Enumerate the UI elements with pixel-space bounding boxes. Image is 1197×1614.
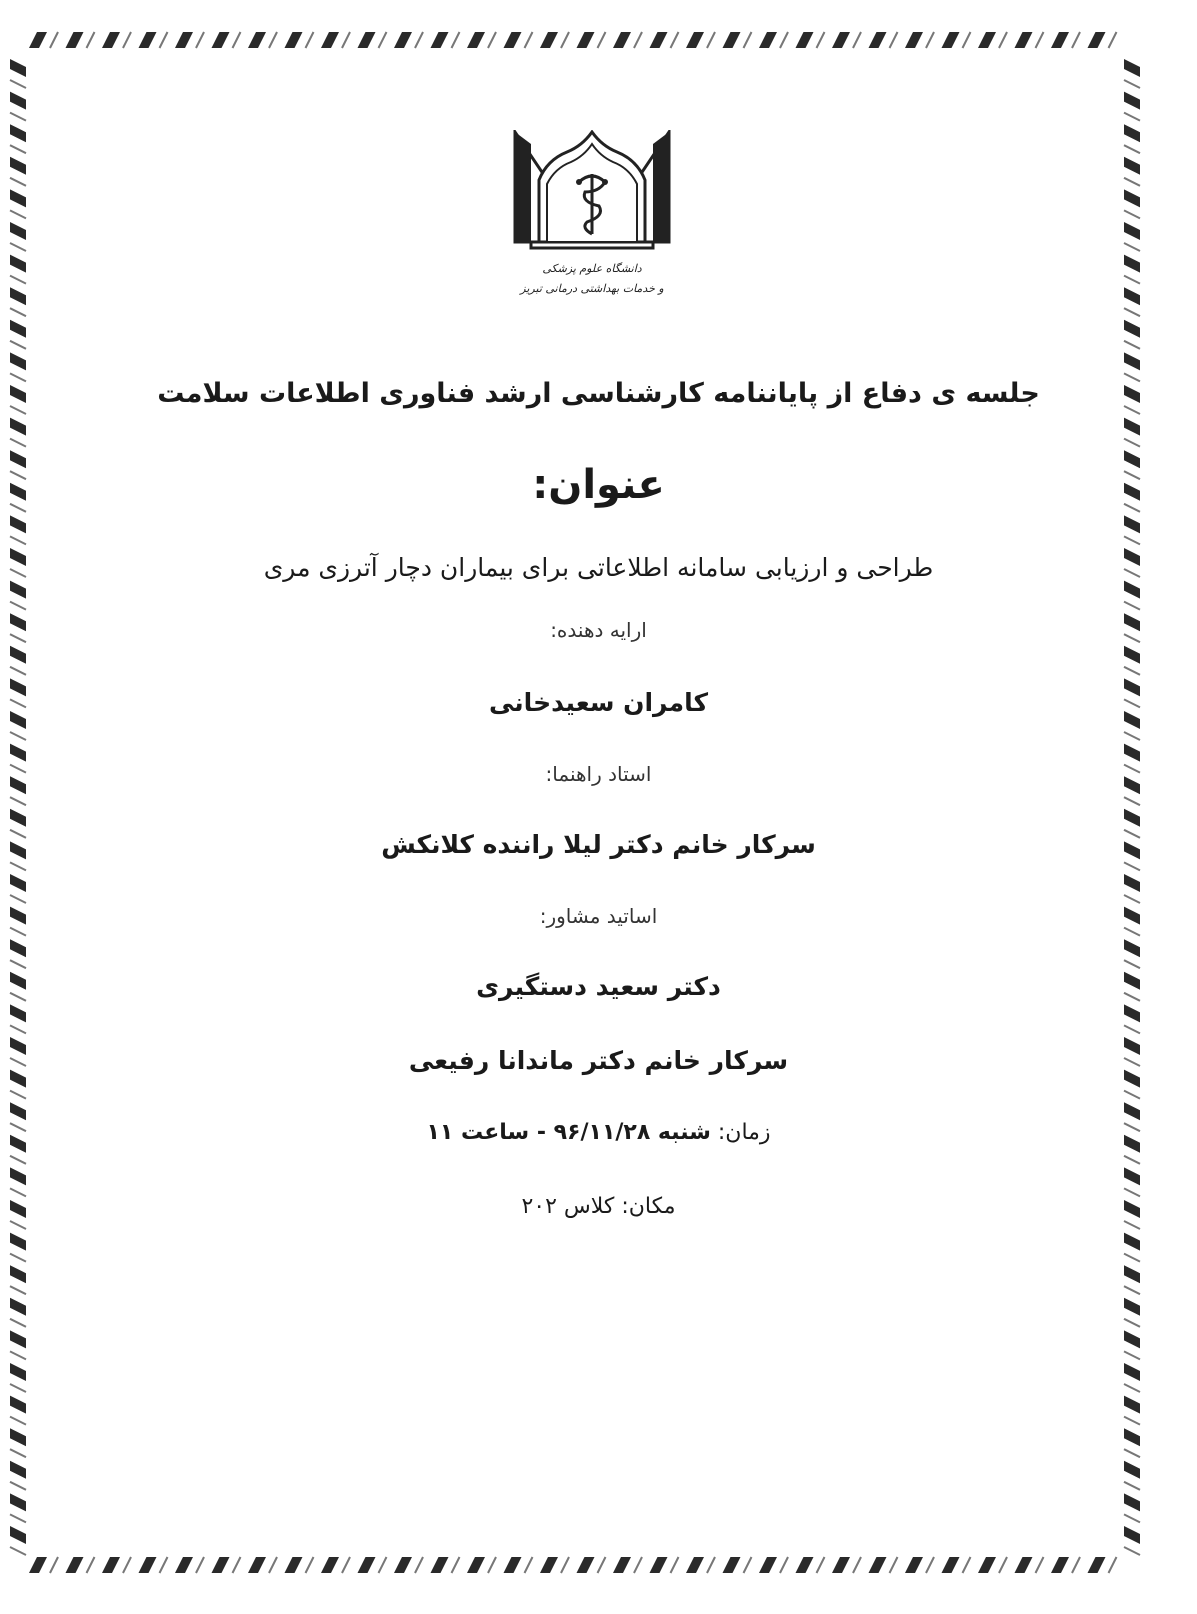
border-ornament <box>10 1265 26 1283</box>
border-ornament <box>978 32 996 48</box>
thesis-title: طراحی و ارزیابی سامانه اطلاعاتی برای بیماران دچار آترزی مری <box>263 553 934 582</box>
border-ornament <box>10 1461 26 1479</box>
border-hatch <box>1124 1482 1140 1490</box>
border-ornament <box>723 32 741 48</box>
border-hatch <box>10 1091 26 1099</box>
border-hatch <box>196 32 204 48</box>
border-ornament <box>431 32 449 48</box>
border-hatch <box>10 699 26 707</box>
border-ornament <box>66 1557 84 1573</box>
border-hatch <box>1124 732 1140 740</box>
border-hatch <box>10 1319 26 1327</box>
border-ornament <box>869 1557 887 1573</box>
border-hatch <box>1124 1514 1140 1522</box>
border-ornament <box>102 32 120 48</box>
border-hatch <box>10 960 26 968</box>
border-hatch <box>1124 1025 1140 1033</box>
border-hatch <box>10 667 26 675</box>
border-ornament <box>1124 1265 1140 1283</box>
border-ornament <box>1124 1167 1140 1185</box>
border-ornament <box>1124 744 1140 762</box>
border-hatch <box>963 32 971 48</box>
border-hatch <box>1124 667 1140 675</box>
border-ornament <box>1124 189 1140 207</box>
border-hatch <box>817 1557 825 1573</box>
border-ornament <box>613 32 631 48</box>
border-ornament <box>10 352 26 370</box>
border-ornament <box>1124 874 1140 892</box>
border-ornament <box>10 515 26 533</box>
border-hatch <box>452 32 460 48</box>
border-hatch <box>10 895 26 903</box>
border-hatch <box>1124 178 1140 186</box>
border-hatch <box>598 32 606 48</box>
border-hatch <box>10 1254 26 1262</box>
border-ornament <box>759 32 777 48</box>
border-hatch <box>999 32 1007 48</box>
border-hatch <box>1124 602 1140 610</box>
border-ornament <box>1124 1330 1140 1348</box>
border-hatch <box>1124 276 1140 284</box>
border-ornament <box>10 613 26 631</box>
border-hatch <box>488 1557 496 1573</box>
border-ornament <box>796 32 814 48</box>
border-ornament <box>394 1557 412 1573</box>
border-hatch <box>10 1123 26 1131</box>
border-hatch <box>10 928 26 936</box>
border-hatch <box>10 210 26 218</box>
border-hatch <box>415 32 423 48</box>
border-hatch <box>1124 928 1140 936</box>
border-hatch <box>10 1351 26 1359</box>
border-hatch <box>1124 80 1140 88</box>
presenter-name: کامران سعیدخانی <box>489 688 708 717</box>
border-hatch <box>1124 1547 1140 1555</box>
border-hatch <box>1124 862 1140 870</box>
border-ornament <box>394 32 412 48</box>
border-ornament <box>905 1557 923 1573</box>
border-ornament <box>1124 1526 1140 1544</box>
border-ornament <box>10 287 26 305</box>
border-ornament <box>1124 287 1140 305</box>
border-hatch <box>10 862 26 870</box>
border-hatch <box>1124 895 1140 903</box>
border-ornament <box>10 1004 26 1022</box>
border-hatch <box>1124 1351 1140 1359</box>
border-hatch <box>1124 797 1140 805</box>
border-hatch <box>10 504 26 512</box>
border-ornament <box>1124 1102 1140 1120</box>
session-place <box>60 1194 1137 1219</box>
border-ornament <box>1124 1396 1140 1414</box>
border-ornament <box>832 1557 850 1573</box>
border-ornament <box>431 1557 449 1573</box>
border-ornament <box>10 1363 26 1381</box>
border-hatch <box>1124 1384 1140 1392</box>
border-ornament <box>10 1135 26 1153</box>
border-hatch <box>1124 1319 1140 1327</box>
border-hatch <box>817 32 825 48</box>
border-ornament <box>650 32 668 48</box>
border-hatch <box>10 471 26 479</box>
border-hatch <box>744 32 752 48</box>
border-hatch <box>525 32 533 48</box>
border-ornament <box>139 32 157 48</box>
border-hatch <box>10 276 26 284</box>
border-ornament <box>1124 1298 1140 1316</box>
border-ornament <box>1124 320 1140 338</box>
border-hatch <box>452 1557 460 1573</box>
border-ornament <box>285 1557 303 1573</box>
border-hatch <box>10 569 26 577</box>
border-ornament <box>1124 1233 1140 1251</box>
border-hatch <box>671 1557 679 1573</box>
border-hatch <box>999 1557 1007 1573</box>
border-hatch <box>379 32 387 48</box>
border-ornament <box>248 32 266 48</box>
border-ornament <box>285 32 303 48</box>
border-hatch <box>1124 210 1140 218</box>
border-hatch <box>1124 1449 1140 1457</box>
border-ornament <box>10 939 26 957</box>
border-hatch <box>1124 1417 1140 1425</box>
border-hatch <box>1124 1091 1140 1099</box>
border-ornament <box>1124 124 1140 142</box>
border-hatch <box>1109 1557 1117 1573</box>
border-hatch <box>561 1557 569 1573</box>
border-ornament <box>10 1396 26 1414</box>
session-time <box>60 1120 1137 1145</box>
border-hatch <box>1072 32 1080 48</box>
border-hatch <box>1124 960 1140 968</box>
border-hatch <box>10 341 26 349</box>
border-ornament <box>577 1557 595 1573</box>
border-hatch <box>50 1557 58 1573</box>
border-ornament <box>1088 32 1106 48</box>
border-hatch <box>1124 243 1140 251</box>
border-ornament <box>1124 59 1140 77</box>
border-ornament <box>942 1557 960 1573</box>
border-ornament <box>1124 352 1140 370</box>
border-ornament <box>650 1557 668 1573</box>
border-hatch <box>10 1025 26 1033</box>
border-hatch <box>10 993 26 1001</box>
border-hatch <box>196 1557 204 1573</box>
border-hatch <box>233 32 241 48</box>
border-hatch <box>890 1557 898 1573</box>
defense-session-heading: جلسه ی دفاع از پایاننامه کارشناسی ارشد فناوری اطلاعات سلامت <box>157 378 1040 409</box>
border-ornament <box>10 1233 26 1251</box>
border-ornament <box>10 809 26 827</box>
logo-caption-line2: و خدمات بهداشتی درمانی تبریز <box>520 282 664 295</box>
border-ornament <box>1124 1493 1140 1511</box>
border-hatch <box>10 1417 26 1425</box>
border-hatch <box>1124 536 1140 544</box>
border-ornament <box>212 1557 230 1573</box>
advisor-2-name: سرکار خانم دکتر ماندانا رفیعی <box>408 1046 789 1075</box>
border-hatch <box>10 243 26 251</box>
border-ornament <box>10 483 26 501</box>
border-ornament <box>248 1557 266 1573</box>
border-hatch <box>10 536 26 544</box>
border-ornament <box>869 32 887 48</box>
border-ornament <box>1124 939 1140 957</box>
border-hatch <box>10 634 26 642</box>
border-hatch <box>10 1221 26 1229</box>
border-ornament <box>358 32 376 48</box>
supervisor-label: استاد راهنما: <box>545 762 652 786</box>
border-hatch <box>525 1557 533 1573</box>
border-hatch <box>634 1557 642 1573</box>
border-hatch <box>10 1156 26 1164</box>
border-hatch <box>926 32 934 48</box>
supervisor-name: سرکار خانم دکتر لیلا راننده کلانکش <box>381 830 816 859</box>
border-hatch <box>1124 1221 1140 1229</box>
border-ornament <box>102 1557 120 1573</box>
border-ornament <box>10 157 26 175</box>
border-ornament <box>10 1070 26 1088</box>
border-ornament <box>10 189 26 207</box>
border-hatch <box>10 178 26 186</box>
time-value: شنبه ۹۶/۱۱/۲۸ - ساعت ۱۱ <box>426 1120 711 1145</box>
border-ornament <box>796 1557 814 1573</box>
border-hatch <box>1124 341 1140 349</box>
border-ornament <box>10 678 26 696</box>
time-label: زمان: <box>717 1120 771 1145</box>
border-ornament <box>504 1557 522 1573</box>
border-hatch <box>10 797 26 805</box>
border-ornament <box>10 320 26 338</box>
border-ornament <box>1124 1461 1140 1479</box>
border-hatch <box>1072 1557 1080 1573</box>
border-ornament <box>10 450 26 468</box>
border-ornament <box>540 32 558 48</box>
border-hatch <box>1124 1254 1140 1262</box>
border-hatch <box>233 1557 241 1573</box>
border-ornament <box>10 1493 26 1511</box>
border-ornament <box>321 32 339 48</box>
border-hatch <box>10 373 26 381</box>
advisors-label: اساتید مشاور: <box>539 904 658 928</box>
border-hatch <box>853 32 861 48</box>
border-ornament <box>1051 32 1069 48</box>
border-ornament <box>10 1298 26 1316</box>
border-hatch <box>853 1557 861 1573</box>
border-hatch <box>488 32 496 48</box>
border-hatch <box>10 308 26 316</box>
university-emblem-icon <box>507 130 677 305</box>
border-ornament <box>10 646 26 664</box>
border-ornament <box>212 32 230 48</box>
border-ornament <box>10 548 26 566</box>
border-hatch <box>10 80 26 88</box>
border-hatch <box>10 1514 26 1522</box>
border-hatch <box>780 1557 788 1573</box>
border-hatch <box>379 1557 387 1573</box>
border-ornament <box>10 92 26 110</box>
border-ornament <box>10 1428 26 1446</box>
border-ornament <box>10 1167 26 1185</box>
border-ornament <box>467 1557 485 1573</box>
border-hatch <box>87 32 95 48</box>
border-ornament <box>139 1557 157 1573</box>
border-ornament <box>832 32 850 48</box>
border-ornament <box>1088 1557 1106 1573</box>
border-ornament <box>1124 809 1140 827</box>
border-hatch <box>1109 32 1117 48</box>
border-hatch <box>123 32 131 48</box>
border-hatch <box>269 1557 277 1573</box>
border-hatch <box>963 1557 971 1573</box>
border-hatch <box>1124 113 1140 121</box>
border-ornament <box>1124 646 1140 664</box>
border-ornament <box>175 32 193 48</box>
border-hatch <box>10 1547 26 1555</box>
border-ornament <box>10 1037 26 1055</box>
border-ornament <box>10 776 26 794</box>
border-ornament <box>759 1557 777 1573</box>
border-ornament <box>10 385 26 403</box>
border-hatch <box>10 1482 26 1490</box>
border-ornament <box>10 1102 26 1120</box>
border-hatch <box>634 32 642 48</box>
border-hatch <box>342 32 350 48</box>
border-hatch <box>160 32 168 48</box>
border-ornament <box>10 255 26 273</box>
border-ornament <box>1124 1428 1140 1446</box>
border-ornament <box>358 1557 376 1573</box>
place-label: مکان: <box>621 1194 676 1219</box>
border-hatch <box>10 1384 26 1392</box>
advisor-1-name: دکتر سعید دستگیری <box>476 972 721 1001</box>
border-hatch <box>10 406 26 414</box>
border-ornament <box>10 907 26 925</box>
border-hatch <box>780 32 788 48</box>
border-ornament <box>10 972 26 990</box>
border-ornament <box>978 1557 996 1573</box>
border-ornament <box>613 1557 631 1573</box>
border-ornament <box>577 32 595 48</box>
border-ornament <box>10 59 26 77</box>
border-hatch <box>707 1557 715 1573</box>
border-hatch <box>10 1449 26 1457</box>
border-hatch <box>1124 308 1140 316</box>
border-ornament <box>1124 418 1140 436</box>
border-ornament <box>905 32 923 48</box>
border-ornament <box>10 1330 26 1348</box>
border-ornament <box>10 1200 26 1218</box>
border-hatch <box>10 1286 26 1294</box>
place-value: کلاس ۲۰۲ <box>521 1194 615 1219</box>
border-hatch <box>671 32 679 48</box>
border-hatch <box>10 602 26 610</box>
border-ornament <box>1015 1557 1033 1573</box>
border-ornament <box>10 711 26 729</box>
border-hatch <box>926 1557 934 1573</box>
border-ornament <box>1124 222 1140 240</box>
border-ornament <box>10 841 26 859</box>
border-ornament <box>1124 515 1140 533</box>
border-hatch <box>744 1557 752 1573</box>
border-ornament <box>10 222 26 240</box>
border-ornament <box>1124 1363 1140 1381</box>
border-ornament <box>321 1557 339 1573</box>
border-hatch <box>10 1058 26 1066</box>
border-hatch <box>10 765 26 773</box>
border-ornament <box>10 418 26 436</box>
border-hatch <box>598 1557 606 1573</box>
border-hatch <box>10 1188 26 1196</box>
border-ornament <box>175 1557 193 1573</box>
border-hatch <box>10 732 26 740</box>
border-hatch <box>561 32 569 48</box>
border-ornament <box>723 1557 741 1573</box>
border-hatch <box>123 1557 131 1573</box>
border-hatch <box>890 32 898 48</box>
title-label: عنوان: <box>532 462 665 508</box>
border-ornament <box>540 1557 558 1573</box>
border-ornament <box>66 32 84 48</box>
border-ornament <box>1124 92 1140 110</box>
border-ornament <box>1124 157 1140 175</box>
border-hatch <box>160 1557 168 1573</box>
border-ornament <box>1124 581 1140 599</box>
border-ornament <box>29 1557 47 1573</box>
border-ornament <box>10 1526 26 1544</box>
border-ornament <box>686 1557 704 1573</box>
border-hatch <box>707 32 715 48</box>
border-hatch <box>306 1557 314 1573</box>
border-ornament <box>10 744 26 762</box>
border-ornament <box>10 581 26 599</box>
border-hatch <box>10 145 26 153</box>
border-hatch <box>1036 1557 1044 1573</box>
border-hatch <box>1124 1286 1140 1294</box>
border-ornament <box>1051 1557 1069 1573</box>
border-hatch <box>1036 32 1044 48</box>
border-hatch <box>50 32 58 48</box>
border-hatch <box>269 32 277 48</box>
border-hatch <box>10 113 26 121</box>
border-ornament <box>942 32 960 48</box>
border-hatch <box>306 32 314 48</box>
border-hatch <box>10 830 26 838</box>
border-ornament <box>10 874 26 892</box>
border-hatch <box>1124 145 1140 153</box>
logo-caption-line1: دانشگاه علوم پزشکی <box>542 262 642 275</box>
border-ornament <box>10 124 26 142</box>
border-ornament <box>29 32 47 48</box>
border-ornament <box>1124 1004 1140 1022</box>
border-ornament <box>1124 255 1140 273</box>
border-hatch <box>1124 439 1140 447</box>
border-hatch <box>10 439 26 447</box>
border-hatch <box>415 1557 423 1573</box>
border-ornament <box>504 32 522 48</box>
border-hatch <box>1124 1156 1140 1164</box>
border-ornament <box>686 32 704 48</box>
border-ornament <box>1015 32 1033 48</box>
border-ornament <box>467 32 485 48</box>
border-hatch <box>342 1557 350 1573</box>
border-hatch <box>87 1557 95 1573</box>
presenter-label: ارایه دهنده: <box>550 618 647 642</box>
